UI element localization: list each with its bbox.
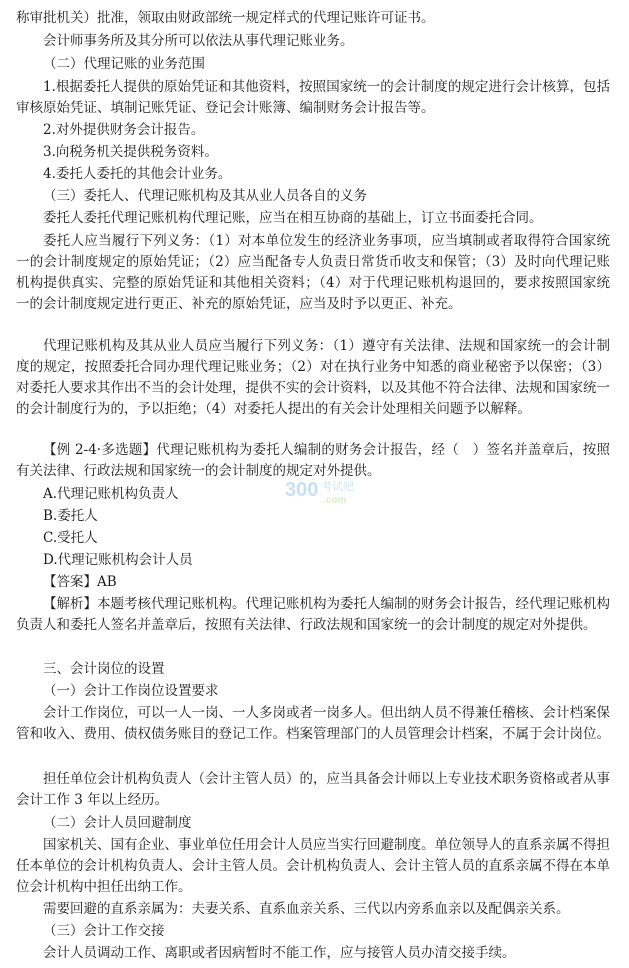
option-a: A.代理记账机构负责人 [43,486,179,502]
heading-obligations: （三）委托人、代理记账机构及其从业人员各自的义务 [43,188,367,204]
paragraph-client-obligations: 委托人应当履行下列义务：（1）对本单位发生的经济业务事项，应当填制或者取得符合国家统一的会计制度规定的原始凭证；（2）应当配备专人负责日常货币收支和保管；（3）及时向代理记账机构提供真实、完整的原始凭证和其他相关资料；（4）对于代理记账机构退回的，要求按照国家统一的会计制度规定进行更正、补充的原始凭证，应当及时予以更正、补充。 [16,233,610,312]
watermark-number: 300 [285,479,319,501]
paragraph-avoidance-1: 国家机关、国有企业、事业单位任用会计人员应当实行回避制度。单位领导人的直系亲属不得担任本单位的会计机构负责人、会计主管人员。会计机构负责人、会计主管人员的直系亲属不得在本单位会计机构中担任出纳工作。 [16,837,610,895]
option-d: D.代理记账机构会计人员 [43,552,193,568]
heading-avoidance: （二）会计人员回避制度 [43,815,192,831]
paragraph-contract: 委托人委托代理记账机构代理记账，应当在相互协商的基础上，订立书面委托合同。 [43,210,543,226]
paragraph-handover: 会计人员调动工作、离职或者因病暂时不能工作，应与接管人员办清交接手续。 [43,945,516,961]
scope-item-2: 2.对外提供财务会计报告。 [43,122,205,138]
heading-business-scope: （二）代理记账的业务范围 [43,56,205,72]
paragraph-post-1: 会计工作岗位，可以一人一岗、一人多岗或者一岗多人。但出纳人员不得兼任稽核、会计档案保管和收入、费用、债权债务账目的登记工作。档案管理部门的人员管理会计档案，不属于会计岗位。 [16,705,610,742]
watermark-domain: .com [323,495,347,506]
paragraph-approval: 称审批机关）批准，领取由财政部统一规定样式的代理记账许可证书。 [16,10,435,26]
paragraph-avoidance-2: 需要回避的直系亲属为：夫妻关系、直系血亲关系、三代以内旁系血亲以及配偶亲关系。 [43,901,570,917]
analysis-paragraph: 【解析】本题考核代理记账机构。代理记账机构为委托人编制的财务会计报告，经代理记账机构负责人和委托人签名并盖章后，按照有关法律、行政法规和国家统一的会计制度的规定对外提供。 [16,596,610,633]
heading-section-3: 三、会计岗位的设置 [43,661,165,677]
heading-post-requirements: （一）会计工作岗位设置要求 [43,683,219,699]
scope-item-3: 3.向税务机关提供税务资料。 [43,144,218,160]
heading-handover: （三）会计工作交接 [43,923,165,939]
paragraph-cpa-firms: 会计师事务所及其分所可以依法从事代理记账业务。 [43,33,354,49]
paragraph-agency-obligations: 代理记账机构及其从业人员应当履行下列义务：（1）遵守有关法律、法规和国家统一的会计制度的规定，按照委托合同办理代理记账业务；（2）对在执行业务中知悉的商业秘密予以保密；（3）对委托人要求其作出不当的会计处理，提供不实的会计资料，以及其他不符合法律、法规和国家统一的会计制度行为的，予以拒绝；（4）对委托人提出的有关会计处理相关问题予以解释。 [16,338,610,417]
answer-label: 【答案】AB [43,574,117,590]
paragraph-post-2: 担任单位会计机构负责人（会计主管人员）的，应当具备会计师以上专业技术职务资格或者从事会计工作 3 年以上经历。 [16,771,610,808]
scope-item-4: 4.委托人委托的其他会计业务。 [43,166,232,182]
option-c: C.受托人 [43,530,98,546]
scope-item-1: 1.根据委托人提供的原始凭证和其他资料，按照国家统一的会计制度的规定进行会计核算，包括审核原始凭证、填制记账凭证、登记会计账簿、编制财务会计报告等。 [16,79,610,116]
watermark-site: 考试吧 [321,480,354,493]
example-question: 【例 2-4·多选题】代理记账机构为委托人编制的财务会计报告，经（ ）签名并盖章后，按照有关法律、行政法规和国家统一的会计制度的规定对外提供。 [16,442,610,479]
option-b: B.委托人 [43,508,98,524]
